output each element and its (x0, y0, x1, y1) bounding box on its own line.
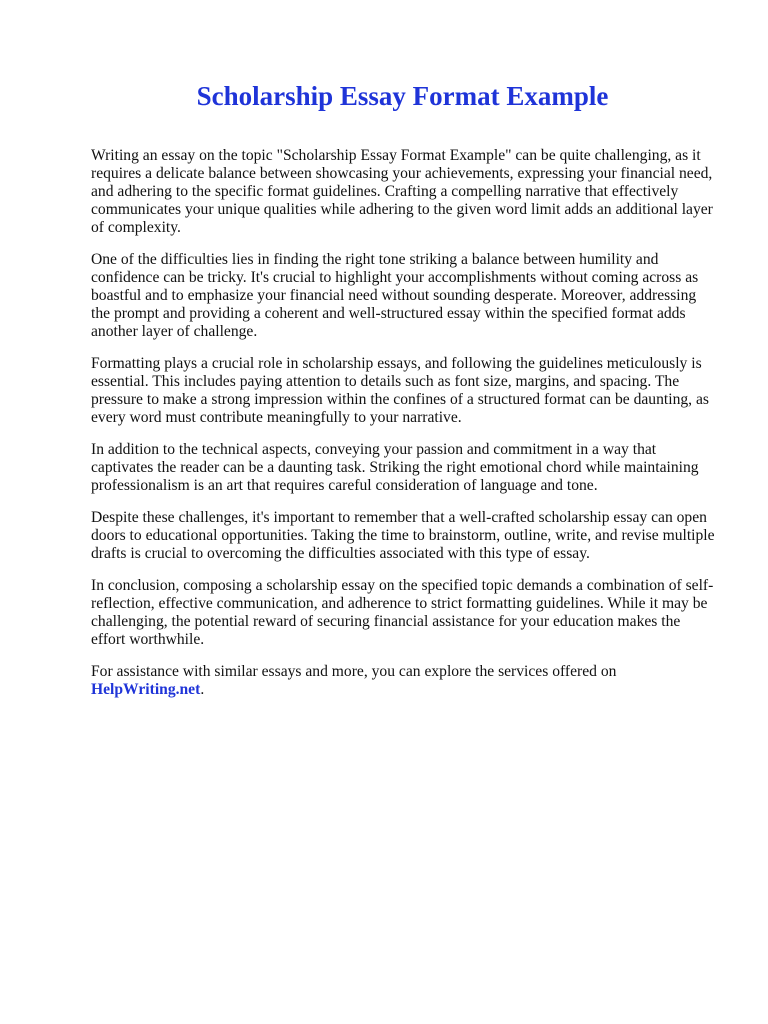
document-title: Scholarship Essay Format Example (196, 81, 609, 111)
closing-paragraph (91, 663, 715, 699)
paragraph-5: Despite these challenges, it's important to remember that a well-crafted scholarship essay can open doors to educational opportunities. Taking the time to brainstorm, outline, write, and revise multiple drafts is crucial to overcoming the difficulties associated with this type of essay. (91, 509, 715, 562)
paragraph-3: Formatting plays a crucial role in scholarship essays, and following the guidelines meticulously is essential. This includes paying attention to details such as font size, margins, and spacing. The pressure to make a strong impression within the confines of a structured format can be daunting, as every word must contribute meaningfully to your narrative. (91, 355, 709, 426)
closing-text: For assistance with similar essays and more, you can explore the services offered on (91, 663, 617, 680)
paragraph-2: One of the difficulties lies in finding the right tone striking a balance between humility and confidence can be tricky. It's crucial to highlight your accomplishments without coming across as boastful and to emphasize your financial need without sounding desperate. Moreover, addressing the prompt and providing a coherent and well-structured essay within the specified format adds another layer of challenge. (91, 251, 699, 340)
closing-suffix: . (200, 681, 205, 698)
document-body (91, 147, 715, 699)
paragraph-1: Writing an essay on the topic "Scholarship Essay Format Example" can be quite challenging, as it requires a delicate balance between showcasing your achievements, expressing your financial need, and adhering to the specific format guidelines. Crafting a compelling narrative that effectively communicates your unique qualities while adhering to the given word limit adds an additional layer of complexity. (91, 147, 713, 236)
helpwriting-link[interactable]: HelpWriting.net (91, 681, 201, 698)
paragraph-4: In addition to the technical aspects, conveying your passion and commitment in a way that captivates the reader can be a daunting task. Striking the right emotional chord while maintaining professionalism is an art that requires careful consideration of language and tone. (91, 441, 699, 494)
paragraph-6: In conclusion, composing a scholarship essay on the specified topic demands a combination of self-reflection, effective communication, and adherence to strict formatting guidelines. While it may be challenging, the potential reward of securing financial assistance for your education makes the effort worthwhile. (91, 577, 714, 648)
